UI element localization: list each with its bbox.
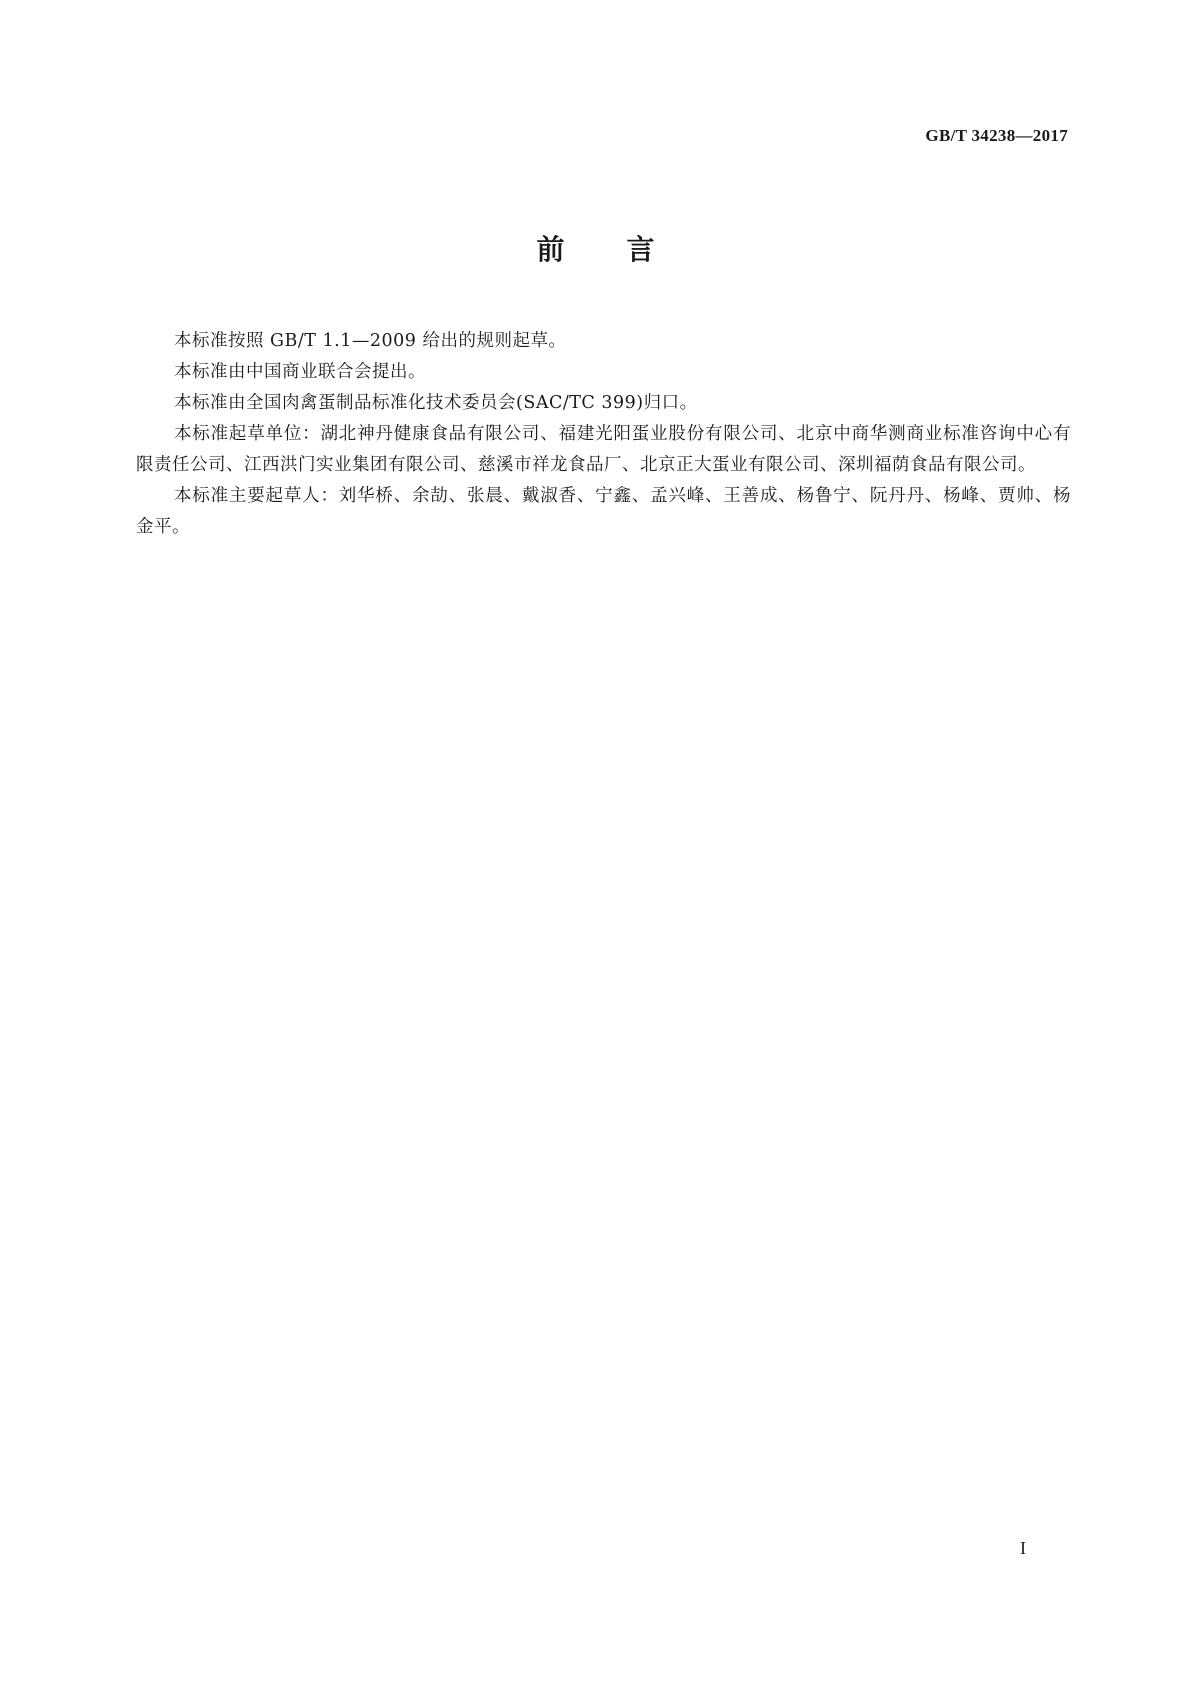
standard-number: GB/T 34238—2017 [925,126,1068,145]
paragraph-drafters: 本标准主要起草人：刘华桥、余劼、张晨、戴淑香、宁鑫、孟兴峰、王善成、杨鲁宁、阮丹丹、杨峰、贾帅、杨金平。 [136,486,1071,537]
paragraph-drafting-units: 本标准起草单位：湖北神丹健康食品有限公司、福建光阳蛋业股份有限公司、北京中商华测商业标准咨询中心有限责任公司、江西洪门实业集团有限公司、慈溪市祥龙食品厂、北京正大蛋业有限公司、深圳福荫食品有限公司。 [136,424,1071,475]
page-number: I [1020,1538,1026,1558]
foreword-body [136,326,1071,543]
paragraph-proposer: 本标准由中国商业联合会提出。 [174,362,426,382]
paragraph-drafting-rules: 本标准按照 GB/T 1.1—2009 给出的规则起草。 [174,331,567,351]
page-title: 前言 [536,233,717,266]
paragraph-committee: 本标准由全国肉禽蛋制品标准化技术委员会(SAC/TC 399)归口。 [174,393,698,413]
